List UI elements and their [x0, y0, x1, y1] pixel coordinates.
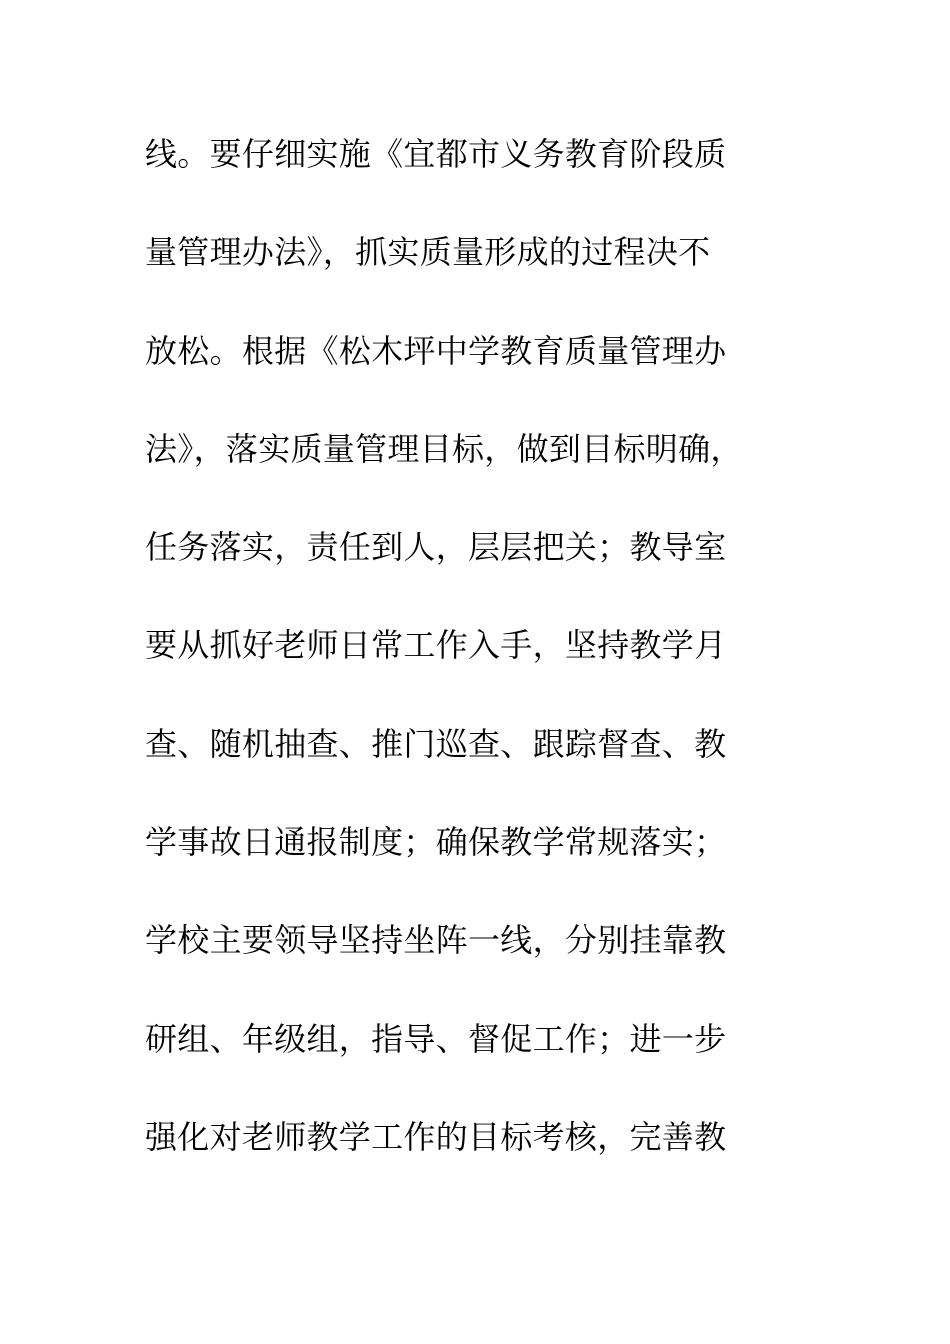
text-line-10: 研组、年级组，指导、督促工作；进一步	[145, 1019, 727, 1058]
text-line-5: 任务落实，责任到人，层层把关；教导室	[145, 528, 727, 567]
text-line-1: 线。要仔细实施《宜都市义务教育阶段质	[145, 135, 727, 173]
text-line-4: 法》，落实质量管理目标，做到目标明确，	[145, 429, 743, 468]
body-text	[145, 126, 845, 1207]
text-line-2: 量管理办法》，抓实质量形成的过程决不	[145, 233, 711, 272]
text-line-3: 放松。根据《松木坪中学教育质量管理办	[145, 331, 727, 370]
text-line-8: 学事故日通报制度；确保教学常规落实；	[145, 823, 727, 862]
text-line-7: 查、随机抽查、推门巡查、跟踪督查、教	[145, 724, 727, 763]
text-line-11: 强化对老师教学工作的目标考核，完善教	[145, 1117, 727, 1156]
text-line-9: 学校主要领导坚持坐阵一线，分别挂靠教	[145, 921, 727, 960]
text-line-6: 要从抓好老师日常工作入手，坚持教学月	[145, 626, 727, 665]
